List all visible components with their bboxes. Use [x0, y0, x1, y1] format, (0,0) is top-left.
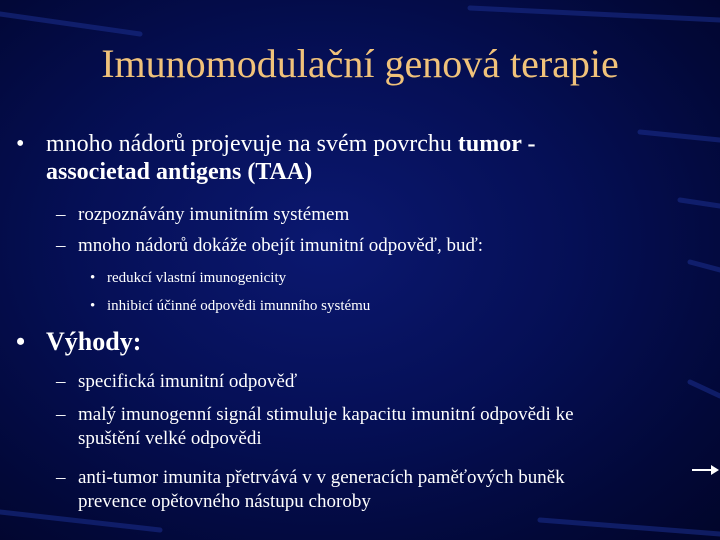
dash-marker: –	[56, 235, 66, 256]
bullet-marker: •	[16, 327, 26, 356]
dash-marker: –	[56, 467, 66, 488]
sub-bullet-line1: anti-tumor imunita přetrvává v v generacích paměťových buněk	[78, 467, 565, 488]
subsub-bullet-text: inhibicí účinné odpovědi imunního systému	[107, 298, 371, 314]
slide-title: Imunomodulační genová terapie	[101, 41, 619, 86]
sub-bullet-text	[78, 466, 718, 514]
bullet-taa-text	[46, 130, 646, 186]
dash-marker: –	[56, 404, 66, 425]
sub-bullet-text: mnoho nádorů dokáže obejít imunitní odpověď, buď:	[78, 235, 484, 256]
bullet-taa-bold-term: tumor -	[457, 131, 536, 157]
bullet-taa-text-plain: mnoho nádorů projevuje na svém povrchu	[46, 131, 458, 157]
advantages-heading: Výhody:	[46, 327, 142, 356]
arrow-right-icon	[692, 464, 720, 476]
sub-bullet-text: rozpoznávány imunitním systémem	[78, 204, 350, 225]
bullet-marker: •	[90, 298, 96, 314]
subsub-bullet-text: redukcí vlastní imunogenicity	[107, 270, 287, 286]
dash-marker: –	[56, 204, 66, 225]
sub-bullet-line2: prevence opětovného nástupu choroby	[78, 491, 371, 512]
dash-marker: –	[56, 371, 66, 392]
bullet-marker: •	[16, 131, 25, 157]
bullet-taa-bold-term-cont: associetad antigens (TAA)	[46, 159, 313, 185]
sub-bullet-text	[78, 403, 718, 451]
sub-bullet-line1: malý imunogenní signál stimuluje kapacitu imunitní odpovědi ke	[78, 404, 574, 425]
sub-bullet-line2: spuštění velké odpovědi	[78, 428, 262, 449]
sub-bullet-text: specifická imunitní odpověď	[78, 371, 298, 392]
bullet-marker: •	[90, 270, 96, 286]
